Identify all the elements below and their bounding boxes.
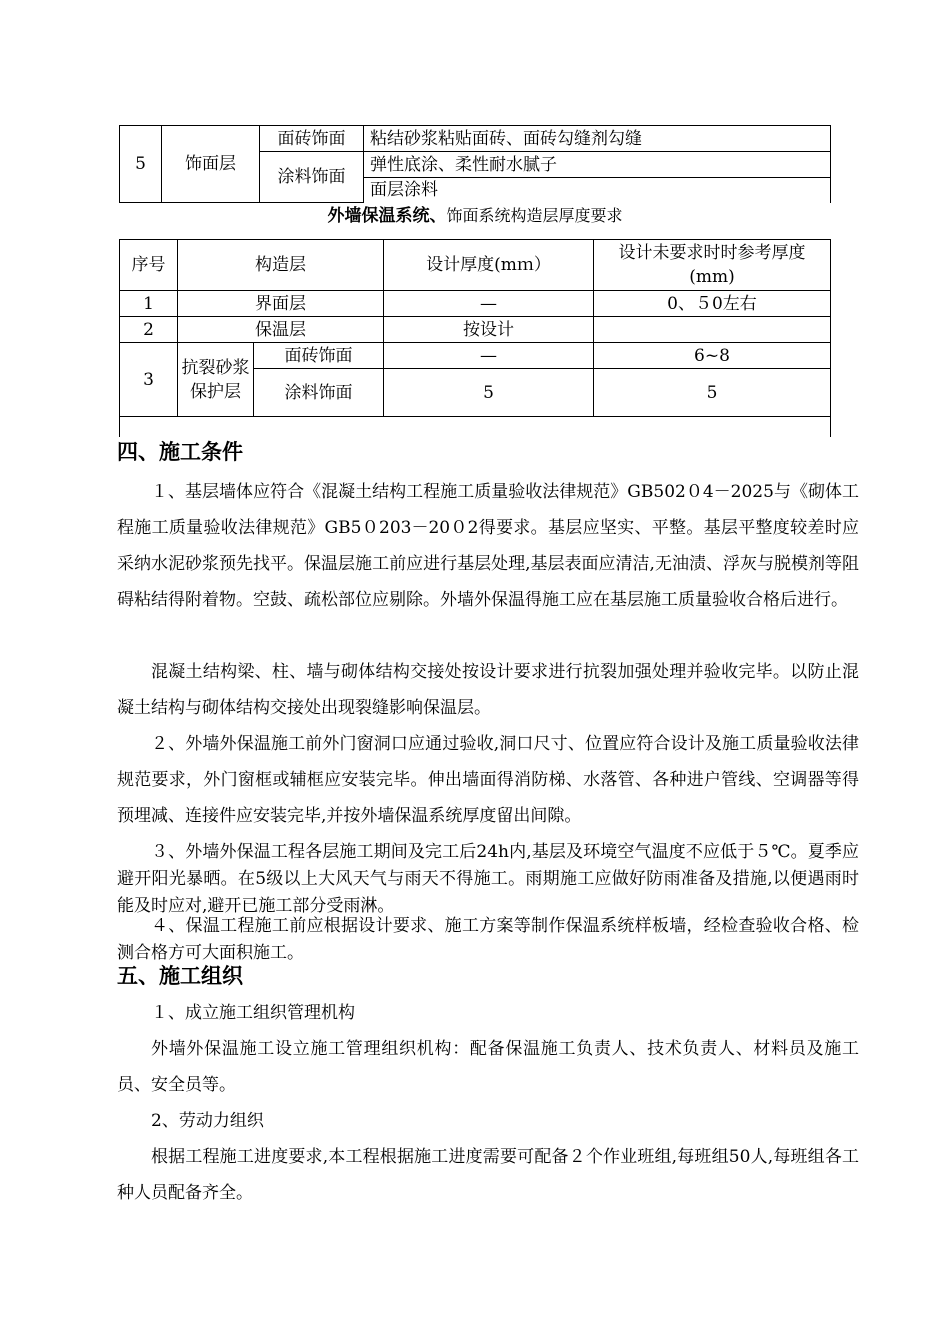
- table-row: [120, 343, 831, 369]
- row2-no: 2: [120, 317, 178, 343]
- thickness-table: [119, 239, 831, 417]
- row3-sub1-name: 面砖饰面: [254, 343, 384, 369]
- section5-para-2: 外墙外保温施工设立施工管理组织机构：配备保温施工负责人、技术负责人、材料员及施工员、安全员等。: [117, 1039, 859, 1095]
- section5-title: 五、施工组织: [117, 964, 243, 988]
- section5-para-4: 根据工程施工进度要求,本工程根据施工进度需要可配备２个作业班组,每班组50人,每班组各工种人员配备齐全。: [117, 1147, 859, 1203]
- section5-para-3: 2、劳动力组织: [151, 1111, 264, 1131]
- table-edge-right: [830, 417, 831, 437]
- section4-para-5: ４、保温工程施工前应根据设计要求、施工方案等制作保温系统样板墙，经检查验收合格、检测合格方可大面积施工。: [117, 916, 859, 963]
- header-ref: 设计未要求时时参考厚度(mm): [594, 240, 831, 291]
- header-layer: 构造层: [178, 240, 384, 291]
- table1-brick-finish: 面砖饰面: [260, 126, 364, 152]
- table1-brick-desc: 粘结砂浆粘贴面砖、面砖勾缝剂勾缝: [364, 126, 831, 152]
- table-edge-left: [119, 417, 120, 437]
- row1-layer: 界面层: [178, 291, 384, 317]
- row3-layer: 抗裂砂浆保护层: [178, 343, 254, 417]
- row2-design: 按设计: [384, 317, 594, 343]
- section4-para-2: 混凝土结构梁、柱、墙与砌体结构交接处按设计要求进行抗裂加强处理并验收完毕。以防止混凝土结构与砌体结构交接处出现裂缝影响保温层。: [117, 662, 859, 718]
- finish-layer-table: [119, 125, 831, 203]
- table1-paint-finish: 涂料饰面: [260, 152, 364, 203]
- table-row: [120, 317, 831, 343]
- row1-design: —: [384, 291, 594, 317]
- caption-rest: 饰面系统构造层厚度要求: [446, 206, 623, 225]
- header-no: 序号: [120, 240, 178, 291]
- section5-para-1: １、成立施工组织管理机构: [151, 1003, 355, 1023]
- table-row: [120, 291, 831, 317]
- table2-caption: [0, 204, 950, 228]
- table1-layer-name: 饰面层: [162, 126, 260, 203]
- section4-title: 四、施工条件: [117, 440, 243, 464]
- row3-sub1-design: —: [384, 343, 594, 369]
- row1-no: 1: [120, 291, 178, 317]
- row1-ref: 0、５0左右: [594, 291, 831, 317]
- header-design: 设计厚度(mｍ）: [384, 240, 594, 291]
- row3-no: 3: [120, 343, 178, 417]
- table1-row-number: 5: [120, 126, 162, 203]
- section4-para-3: ２、外墙外保温施工前外门窗洞口应通过验收,洞口尺寸、位置应符合设计及施工质量验收法律规范要求，外门窗框或辅框应安装完毕。伸出墙面得消防梯、水落管、各种进户管线、空调器等得预埋减、连接件应安装完毕,并按外墙保温系统厚度留出间隙。: [117, 734, 859, 826]
- row3-sub2-design: 5: [384, 369, 594, 417]
- row2-ref: [594, 317, 831, 343]
- section4-para-1: １、基层墙体应符合《混凝土结构工程施工质量验收法律规范》GB502０4－2025与《砌体工程施工质量验收法律规范》GB5０203－20０2得要求。基层应坚实、平整。基层平整度较差时应采纳水泥砂浆预先找平。保温层施工前应进行基层处理,基层表面应清洁,无油渍、浮灰与脱模剂等阻碍粘结得附着物。空鼓、疏松部位应剔除。外墙外保温得施工应在基层施工质量验收合格后进行。: [117, 482, 859, 610]
- table1-paint-desc-2: 面层涂料: [364, 178, 831, 203]
- caption-bold: 外墙保温系统、: [327, 206, 447, 226]
- section4-para-4: ３、外墙外保温工程各层施工期间及完工后24h内,基层及环境空气温度不应低于５℃。夏季应避开阳光暴晒。在5级以上大风天气与雨天不得施工。雨期施工应做好防雨准备及措施,以便遇雨时能及时应对,避开已施工部分受雨淋。: [117, 842, 859, 916]
- row2-layer: 保温层: [178, 317, 384, 343]
- row3-sub1-ref: 6~8: [594, 343, 831, 369]
- row3-sub2-ref: 5: [594, 369, 831, 417]
- row3-sub2-name: 涂料饰面: [254, 369, 384, 417]
- table1-paint-desc-1: 弹性底涂、柔性耐水腻子: [364, 152, 831, 178]
